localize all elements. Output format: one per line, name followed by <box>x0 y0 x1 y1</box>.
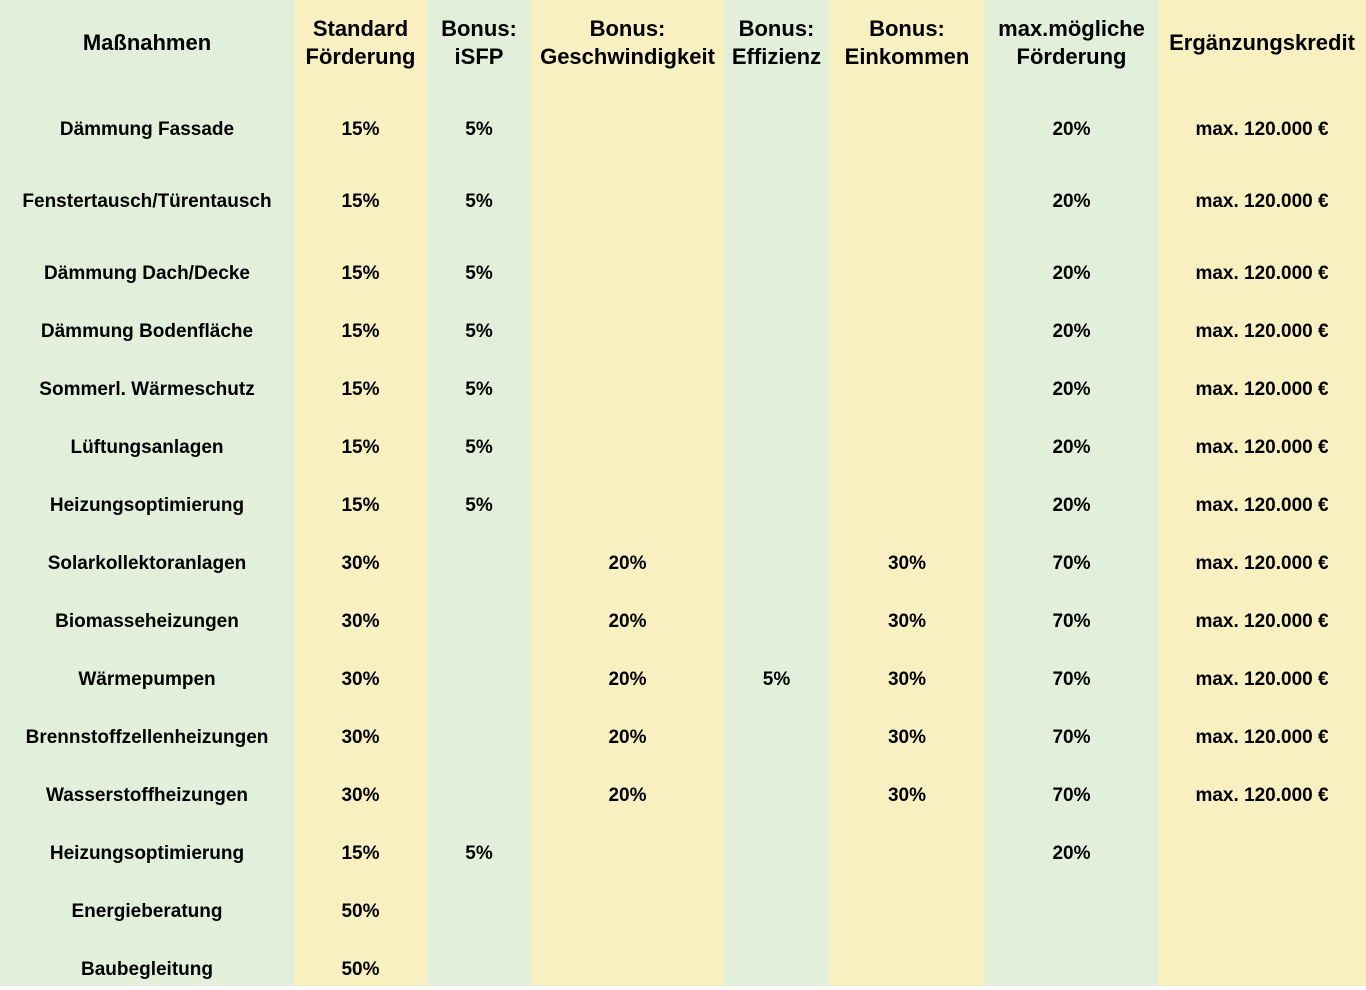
column-header-label: max.mögliche Förderung <box>998 16 1145 69</box>
table-cell-max <box>985 950 1158 990</box>
table-cell-max: 70% <box>1052 785 1091 806</box>
table-cell-geschwindigkeit <box>531 950 724 990</box>
table-cell-effizienz <box>724 776 829 816</box>
column-header-label: Bonus: Effizienz <box>731 16 822 69</box>
table-cell-isfp: 5% <box>465 321 493 342</box>
table-cell-einkommen: 30% <box>887 727 927 748</box>
column-header-label: Standard Förderung <box>305 16 416 69</box>
table-cell-geschwindigkeit <box>531 834 724 874</box>
table-cell-standard: 30% <box>341 785 380 806</box>
table-cell-standard: 30% <box>341 669 380 690</box>
table-cell-einkommen <box>829 486 985 526</box>
table-cell-geschwindigkeit: 20% <box>608 553 647 574</box>
table-cell-einkommen: 30% <box>887 611 927 632</box>
table-cell-massnahme: Biomasseheizungen <box>55 611 239 632</box>
table-cell-einkommen: 30% <box>887 553 927 574</box>
table-cell-einkommen <box>829 892 985 932</box>
table-cell-geschwindigkeit <box>531 254 724 294</box>
table-cell-massnahme: Wärmepumpen <box>78 669 216 690</box>
table-cell-isfp <box>427 602 531 642</box>
table-cell-effizienz <box>724 602 829 642</box>
table-cell-massnahme: Heizungsoptimierung <box>49 495 245 516</box>
table-cell-kredit: max. 120.000 € <box>1195 727 1329 748</box>
table-cell-geschwindigkeit <box>531 110 724 150</box>
table-cell-massnahme: Lüftungsanlagen <box>70 437 224 458</box>
table-cell-kredit: max. 120.000 € <box>1195 321 1329 342</box>
table-cell-einkommen <box>829 834 985 874</box>
table-cell-einkommen <box>829 254 985 294</box>
table-cell-einkommen <box>829 182 985 222</box>
column-header-massnahme <box>0 14 294 72</box>
table-cell-isfp: 5% <box>465 119 493 140</box>
column-header-label: Maßnahmen <box>82 30 212 55</box>
column-header-kredit <box>1158 14 1366 72</box>
table-cell-max: 20% <box>1052 843 1091 864</box>
table-cell-isfp: 5% <box>465 843 493 864</box>
table-cell-standard: 30% <box>341 727 380 748</box>
table-cell-max: 20% <box>1052 191 1091 212</box>
table-cell-geschwindigkeit: 20% <box>608 611 647 632</box>
table-cell-einkommen <box>829 312 985 352</box>
table-cell-geschwindigkeit <box>531 370 724 410</box>
column-header-label: Bonus: iSFP <box>441 16 517 69</box>
table-cell-isfp: 5% <box>465 379 493 400</box>
table-cell-kredit: max. 120.000 € <box>1195 119 1329 140</box>
table-cell-max: 20% <box>1052 437 1091 458</box>
table-cell-standard: 15% <box>341 843 380 864</box>
table-cell-geschwindigkeit <box>531 312 724 352</box>
table-cell-standard: 50% <box>341 901 380 922</box>
table-cell-isfp <box>427 892 531 932</box>
table-cell-isfp: 5% <box>465 191 493 212</box>
table-cell-massnahme: Energieberatung <box>71 901 223 922</box>
table-cell-einkommen <box>829 428 985 468</box>
table-cell-massnahme: Fenstertausch/Türentausch <box>22 191 272 212</box>
table-cell-isfp: 5% <box>465 437 493 458</box>
table-cell-max: 20% <box>1052 263 1091 284</box>
table-cell-max: 70% <box>1052 553 1091 574</box>
table-cell-effizienz: 5% <box>762 669 791 690</box>
table-cell-effizienz <box>724 834 829 874</box>
table-cell-effizienz <box>724 718 829 758</box>
table-cell-effizienz <box>724 892 829 932</box>
table-cell-massnahme: Sommerl. Wärmeschutz <box>39 379 255 400</box>
table-cell-massnahme: Heizungsoptimierung <box>49 843 245 864</box>
table-cell-kredit: max. 120.000 € <box>1195 785 1329 806</box>
table-cell-kredit: max. 120.000 € <box>1195 495 1329 516</box>
table-cell-einkommen <box>829 370 985 410</box>
table-cell-max: 70% <box>1052 611 1091 632</box>
table-cell-effizienz <box>724 110 829 150</box>
table-cell-standard: 15% <box>341 119 380 140</box>
table-cell-isfp <box>427 660 531 700</box>
table-cell-geschwindigkeit: 20% <box>608 785 647 806</box>
table-cell-max <box>985 892 1158 932</box>
table-cell-max: 20% <box>1052 119 1091 140</box>
table-cell-geschwindigkeit <box>531 892 724 932</box>
column-header-geschwindigkeit <box>531 14 724 72</box>
table-cell-max: 70% <box>1052 669 1091 690</box>
table-cell-kredit: max. 120.000 € <box>1195 553 1329 574</box>
table-cell-kredit <box>1158 892 1366 932</box>
table-cell-effizienz <box>724 486 829 526</box>
table-cell-einkommen: 30% <box>887 669 927 690</box>
table-cell-effizienz <box>724 428 829 468</box>
column-header-isfp <box>427 14 531 72</box>
column-header-standard <box>294 14 427 72</box>
table-cell-effizienz <box>724 950 829 990</box>
table-cell-massnahme: Brennstoffzellenheizungen <box>25 727 269 748</box>
table-cell-kredit: max. 120.000 € <box>1195 191 1329 212</box>
table-cell-isfp <box>427 776 531 816</box>
table-cell-standard: 50% <box>341 959 380 980</box>
table-cell-massnahme: Dämmung Dach/Decke <box>44 263 250 284</box>
column-header-label: Ergänzungskredit <box>1169 30 1355 55</box>
table-cell-geschwindigkeit <box>531 486 724 526</box>
column-header-label: Bonus: Einkommen <box>844 16 970 69</box>
table-cell-kredit: max. 120.000 € <box>1195 437 1329 458</box>
table-cell-kredit: max. 120.000 € <box>1195 669 1329 690</box>
table-cell-einkommen <box>829 950 985 990</box>
table-cell-effizienz <box>724 544 829 584</box>
table-cell-isfp: 5% <box>465 495 493 516</box>
table-cell-geschwindigkeit: 20% <box>608 727 647 748</box>
table-cell-standard: 15% <box>341 495 380 516</box>
column-header-effizienz <box>724 14 829 72</box>
table-cell-max: 70% <box>1052 727 1091 748</box>
column-header-max <box>985 14 1158 72</box>
table-cell-kredit: max. 120.000 € <box>1195 611 1329 632</box>
table-cell-kredit: max. 120.000 € <box>1195 263 1329 284</box>
table-cell-geschwindigkeit <box>531 182 724 222</box>
table-cell-massnahme: Dämmung Fassade <box>59 119 235 140</box>
table-cell-standard: 30% <box>341 553 380 574</box>
table-cell-standard: 15% <box>341 321 380 342</box>
table-cell-isfp: 5% <box>465 263 493 284</box>
table-cell-geschwindigkeit <box>531 428 724 468</box>
table-cell-kredit: max. 120.000 € <box>1195 379 1329 400</box>
table-cell-standard: 15% <box>341 263 380 284</box>
column-header-label: Bonus: Geschwindigkeit <box>540 16 715 69</box>
table-cell-kredit <box>1158 950 1366 990</box>
table-cell-isfp <box>427 718 531 758</box>
table-cell-isfp <box>427 950 531 990</box>
table-cell-max: 20% <box>1052 495 1091 516</box>
table-cell-standard: 15% <box>341 191 380 212</box>
table-cell-einkommen: 30% <box>887 785 927 806</box>
table-cell-standard: 15% <box>341 437 380 458</box>
table-cell-standard: 30% <box>341 611 380 632</box>
table-cell-effizienz <box>724 254 829 294</box>
table-cell-massnahme: Wasserstoffheizungen <box>46 785 248 806</box>
table-cell-isfp <box>427 544 531 584</box>
column-header-einkommen <box>829 14 985 72</box>
table-cell-massnahme: Baubegleitung <box>81 959 213 980</box>
table-cell-kredit <box>1158 834 1366 874</box>
table-cell-effizienz <box>724 370 829 410</box>
table-cell-massnahme: Dämmung Bodenfläche <box>40 321 254 342</box>
table-cell-effizienz <box>724 312 829 352</box>
table-cell-max: 20% <box>1052 379 1091 400</box>
table-cell-geschwindigkeit: 20% <box>608 669 647 690</box>
table-cell-max: 20% <box>1052 321 1091 342</box>
table-cell-massnahme: Solarkollektoranlagen <box>47 553 247 574</box>
table-cell-einkommen <box>829 110 985 150</box>
table-cell-standard: 15% <box>341 379 380 400</box>
table-cell-effizienz <box>724 182 829 222</box>
